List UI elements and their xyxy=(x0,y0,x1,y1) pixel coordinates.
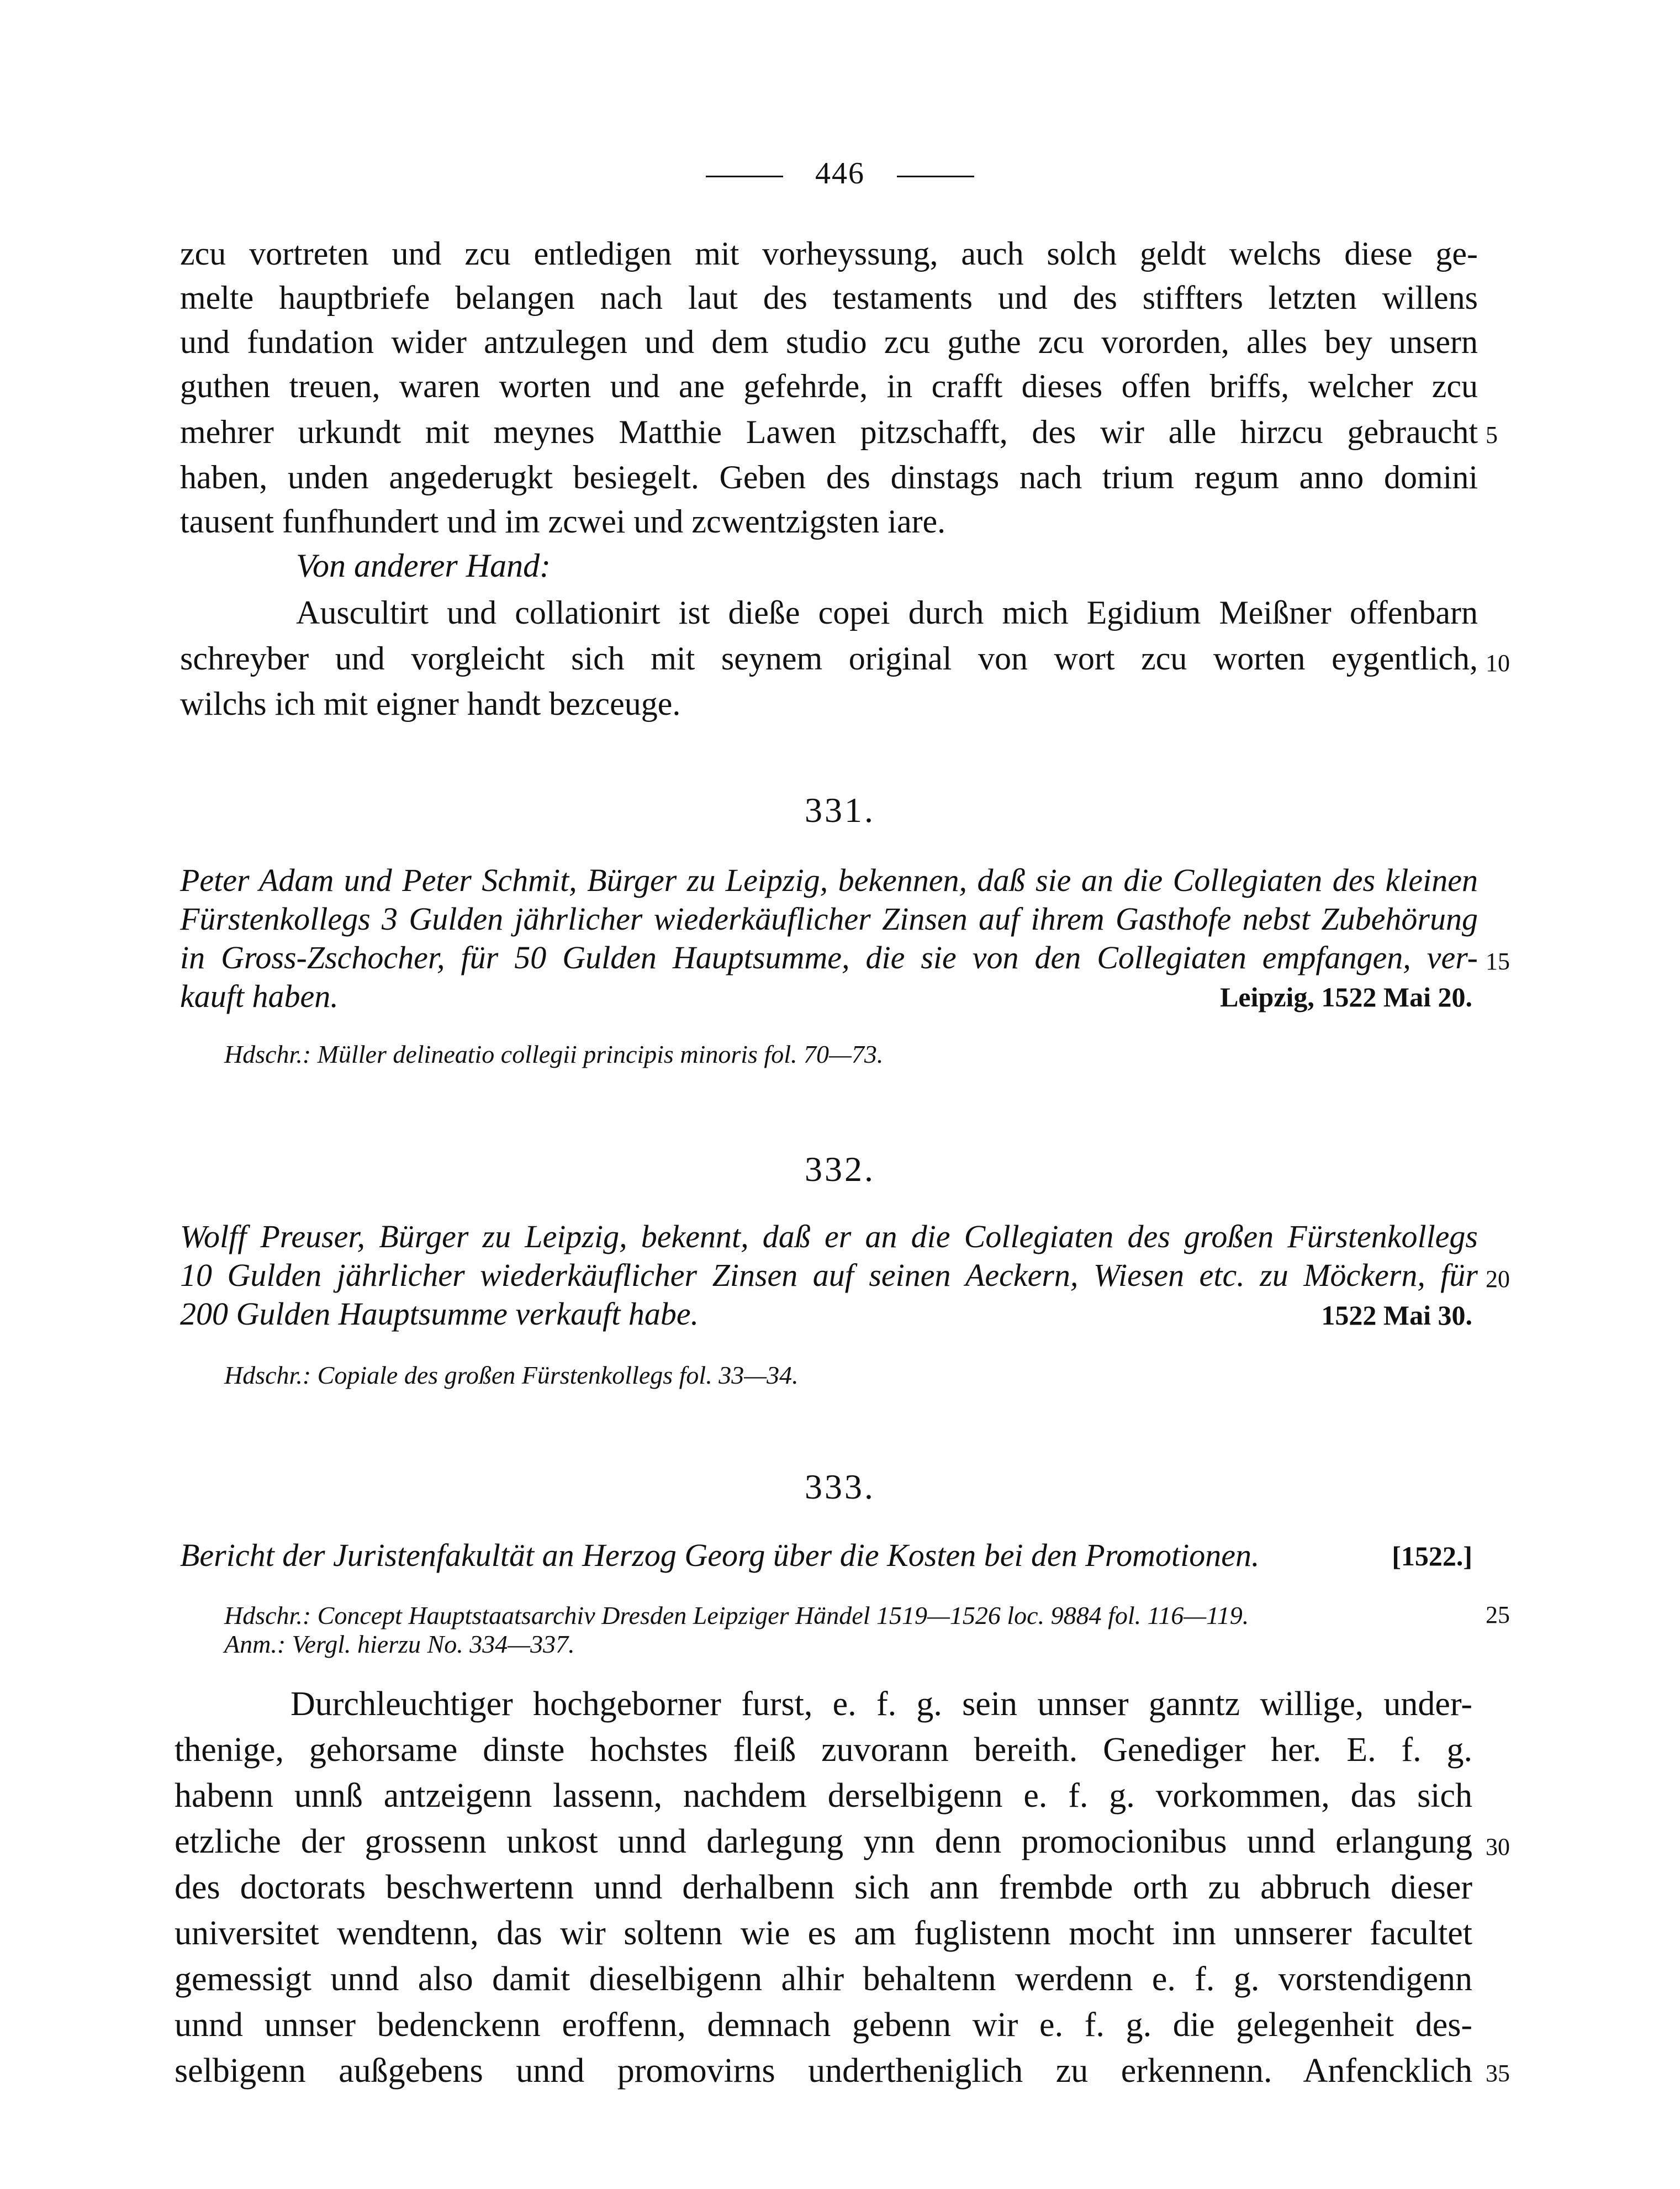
intro-line-3: und fundation wider antzulegen und dem studio zcu guthe zcu vororden, alles bey unsern xyxy=(180,324,1478,360)
doc-333-text-line-9: selbigenn außgebens unnd promovirns undertheniglich zu erkennenn. Anfencklich xyxy=(175,2052,1472,2090)
doc-331-date: Leipzig, 1522 Mai 20. xyxy=(1220,982,1472,1012)
doc-333-regest: Bericht der Juristenfakultät an Herzog Georg über die Kosten bei den Promotionen. xyxy=(180,1537,1260,1573)
line-number: 10 xyxy=(1486,650,1510,677)
header-dash-left xyxy=(706,176,783,177)
doc-331-number: 331. xyxy=(805,790,875,830)
line-number: 30 xyxy=(1486,1833,1510,1860)
doc-333-text-line-5: des doctorats beschwertenn unnd derhalbenn sich ann frembde orth zu abbruch dieser xyxy=(175,1869,1472,1906)
intro-line-4: guthen treuen, waren worten und ane gefehrde, in crafft dieses offen briffs, welcher zcu xyxy=(180,368,1478,404)
page-number-header xyxy=(0,156,1680,191)
doc-332-date: 1522 Mai 30. xyxy=(1321,1300,1472,1331)
intro-line-7: tausent funfhundert und im zcwei und zcwentzigsten iare. xyxy=(180,503,946,540)
collation-line-3: wilchs ich mit eigner handt bezceuge. xyxy=(180,685,681,722)
doc-332-source: Hdschr.: Copiale des großen Fürstenkollegs fol. 33—34. xyxy=(224,1361,799,1389)
collation-line-1: Auscultirt und collationirt ist dieße copei durch mich Egidium Meißner offenbarn xyxy=(296,594,1478,631)
line-number: 5 xyxy=(1486,421,1498,449)
line-number: 15 xyxy=(1486,948,1510,975)
intro-line-1: zcu vortreten und zcu entledigen mit vorheyssung, auch solch geldt welchs diese ge- xyxy=(180,235,1478,272)
doc-333-number: 333. xyxy=(805,1467,875,1506)
doc-333-text-line-1: Durchleuchtiger hochgeborner furst, e. f. g. sein unnser ganntz willige, under- xyxy=(290,1685,1472,1723)
intro-line-2: melte hauptbriefe belangen nach laut des testaments und des stiffters letzten willens xyxy=(180,279,1478,316)
doc-332-regest-line-2: 10 Gulden jährlicher wiederkäuflicher Zinsen auf seinen Aeckern, Wiesen etc. zu Möckern, für xyxy=(180,1257,1478,1293)
doc-332-regest-line-1: Wolff Preuser, Bürger zu Leipzig, bekennt, daß er an die Collegiaten des großen Fürstenkollegs xyxy=(180,1219,1478,1254)
page-number: 446 xyxy=(815,156,865,191)
doc-331-regest-line-2: Fürstenkollegs 3 Gulden jährlicher wiederkäuflicher Zinsen auf ihrem Gasthofe nebst Zubehörung xyxy=(180,901,1478,937)
doc-331-source: Hdschr.: Müller delineatio collegii principis minoris fol. 70—73. xyxy=(224,1040,884,1068)
line-number: 25 xyxy=(1486,1601,1510,1628)
doc-331-regest-line-4: kauft haben. xyxy=(180,978,339,1014)
collation-line-2: schreyber und vorgleicht sich mit seynem original von wort zcu worten eygentlich, xyxy=(180,640,1478,677)
doc-333-note: Anm.: Vergl. hierzu No. 334—337. xyxy=(224,1630,575,1658)
doc-333-text-line-6: universitet wendtenn, das wir soltenn wie es am fuglistenn mocht inn unnserer facultet xyxy=(175,1914,1472,1952)
doc-333-text-line-2: thenige, gehorsame dinste hochstes fleiß zuvorann bereith. Genediger her. E. f. g. xyxy=(175,1731,1472,1769)
line-number: 20 xyxy=(1486,1265,1510,1293)
header-dash-right xyxy=(897,176,974,177)
doc-333-text-line-8: unnd unnser bedenckenn eroffenn, demnach gebenn wir e. f. g. die gelegenheit des- xyxy=(175,2006,1472,2044)
doc-332-number: 332. xyxy=(805,1149,875,1189)
doc-333-text-line-4: etzliche der grossenn unkost unnd darlegung ynn denn promocionibus unnd erlangung xyxy=(175,1823,1472,1860)
intro-line-5: mehrer urkundt mit meynes Matthie Lawen pitzschafft, des wir alle hirzcu gebraucht xyxy=(180,414,1478,450)
doc-333-text-line-7: gemessigt unnd also damit dieselbigenn alhir behaltenn werdenn e. f. g. vorstendigenn xyxy=(175,1960,1472,1998)
line-number: 35 xyxy=(1486,2060,1510,2087)
doc-331-regest-line-1: Peter Adam und Peter Schmit, Bürger zu Leipzig, bekennen, daß sie an die Collegiaten des kleinen xyxy=(180,862,1478,898)
doc-332-regest-line-3: 200 Gulden Hauptsumme verkauft habe. xyxy=(180,1296,699,1332)
intro-line-6: haben, unden angederugkt besiegelt. Geben des dinstags nach trium regum anno domini xyxy=(180,459,1478,495)
doc-333-text-line-3: habenn unnß antzeigenn lassenn, nachdem derselbigenn e. f. g. vorkommen, das sich xyxy=(175,1777,1472,1815)
other-hand-label: Von anderer Hand: xyxy=(296,547,551,584)
doc-333-source: Hdschr.: Concept Hauptstaatsarchiv Dresden Leipziger Händel 1519—1526 loc. 9884 fol. 116—119. xyxy=(224,1601,1249,1629)
doc-333-date: [1522.] xyxy=(1392,1541,1472,1571)
doc-331-regest-line-3: in Gross-Zschocher, für 50 Gulden Hauptsumme, die sie von den Collegiaten empfangen, ver- xyxy=(180,940,1478,975)
